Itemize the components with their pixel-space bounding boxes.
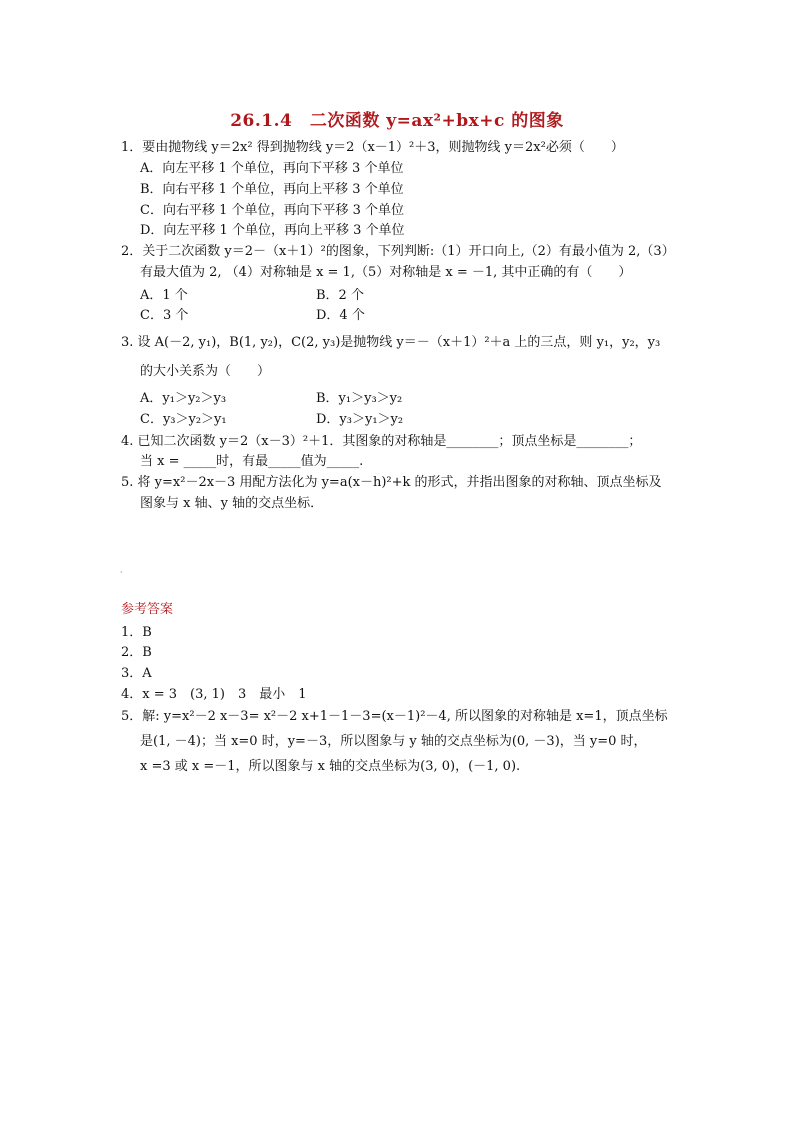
answer-2: 2．B xyxy=(121,645,152,660)
question-2-option-b: B．2 个 xyxy=(316,288,364,303)
question-2-option-a: A．1 个 xyxy=(140,288,188,303)
question-1-option-a: A．向左平移 1 个单位，再向下平移 3 个单位 xyxy=(140,161,404,176)
stray-dot: · xyxy=(120,568,123,577)
question-1-option-c: C．向右平移 1 个单位，再向下平移 3 个单位 xyxy=(140,203,405,218)
question-1-stem: 1．要由抛物线 y＝2x² 得到抛物线 y＝2（x－1）²＋3，则抛物线 y＝2x²必须（ ） xyxy=(121,140,624,155)
question-2-option-d: D．4 个 xyxy=(316,308,365,323)
answer-4: 4．x = 3 (3, 1) 3 最小 1 xyxy=(121,687,307,702)
question-1-option-b: B．向右平移 1 个单位，再向上平移 3 个单位 xyxy=(140,182,404,197)
question-2-option-c: C．3 个 xyxy=(140,308,189,323)
question-4-stem-line-2: 当 x = _____时，有最_____值为_____. xyxy=(140,454,364,469)
question-3-stem-line-2: 的大小关系为（ ） xyxy=(140,364,271,379)
question-2-stem-line-2: 有最大值为 2, （4）对称轴是 x = 1,（5）对称轴是 x = －1, 其中正确的有（ ） xyxy=(140,265,632,280)
answer-3: 3．A xyxy=(121,666,152,681)
question-3-option-b: B．y₁＞y₃＞y₂ xyxy=(316,391,403,406)
page-title: 26.1.4 二次函数 y=ax²+bx+c 的图象 xyxy=(230,111,564,131)
question-3-option-a: A．y₁＞y₂＞y₃ xyxy=(140,391,227,406)
question-2-stem-line-1: 2．关于二次函数 y＝2－（x＋1）²的图象，下列判断:（1）开口向上,（2）有最小值为 2,（3） xyxy=(121,244,675,259)
question-1-option-d: D．向左平移 1 个单位，再向上平移 3 个单位 xyxy=(140,223,405,238)
question-3-option-d: D．y₃＞y₁＞y₂ xyxy=(316,412,404,427)
answer-5-line-2: 是(1, －4)；当 x=0 时，y=－3，所以图象与 y 轴的交点坐标为(0, －3)，当 y=0 时， xyxy=(140,734,647,749)
answer-1: 1．B xyxy=(121,625,152,640)
answer-5-line-3: x =3 或 x =－1，所以图象与 x 轴的交点坐标为(3, 0)，(－1, 0). xyxy=(140,759,521,774)
question-3-stem-line-1: 3. 设 A(－2, y₁)，B(1, y₂)，C(2, y₃)是抛物线 y＝－（x＋1）²＋a 上的三点，则 y₁，y₂，y₃ xyxy=(121,335,661,350)
question-5-stem-line-2: 图象与 x 轴、y 轴的交点坐标． xyxy=(140,496,324,511)
answer-5-line-1: 5．解: y=x²－2 x－3= x²－2 x+1－1－3=(x－1)²－4, 所以图象的对称轴是 x=1，顶点坐标 xyxy=(121,709,668,724)
question-5-stem-line-1: 5. 将 y=x²－2x－3 用配方法化为 y=a(x－h)²+k 的形式，并指出图象的对称轴、顶点坐标及 xyxy=(121,475,662,490)
question-4-stem-line-1: 4. 已知二次函数 y＝2（x－3）²＋1．其图象的对称轴是________；顶点坐标是________； xyxy=(121,434,642,449)
question-3-option-c: C．y₃＞y₂＞y₁ xyxy=(140,412,227,427)
answers-heading: 参考答案 xyxy=(121,602,174,617)
